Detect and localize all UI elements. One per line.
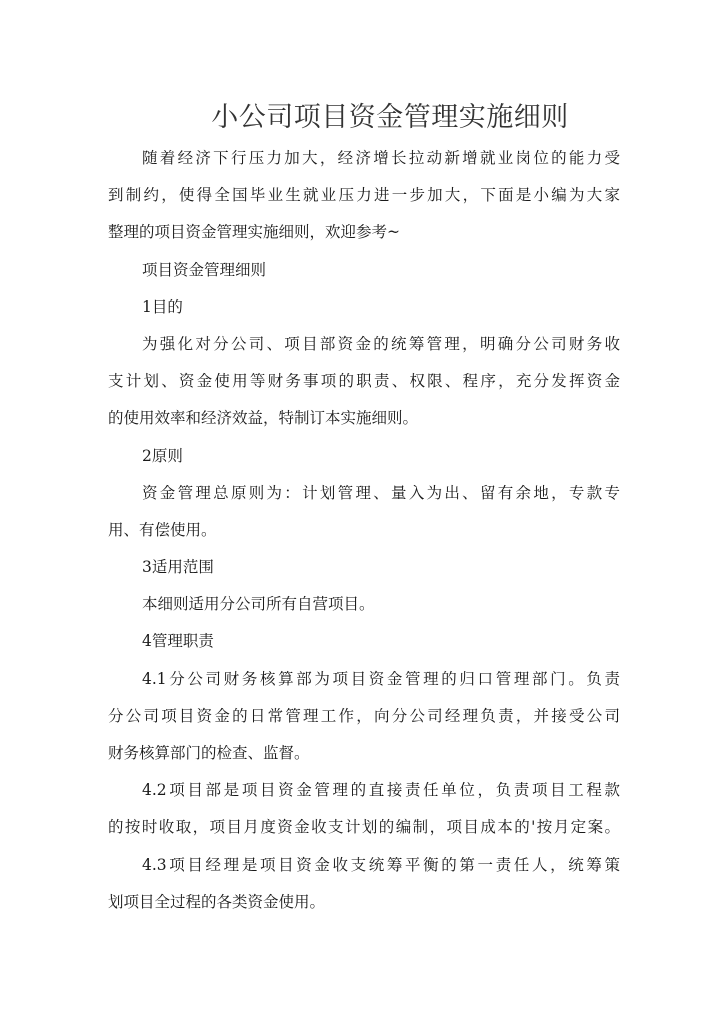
intro-line-3: 整理的项目资金管理实施细则，欢迎参考~ — [108, 223, 400, 242]
purpose-line-1: 为强化对分公司、项目部资金的统筹管理，明确分公司财务收 — [142, 334, 620, 353]
duty-4-1-line-2: 分公司项目资金的日常管理工作，向分公司经理负责，并接受公司 — [108, 706, 620, 725]
duty-4-2-line-1: 4.2项目部是项目资金管理的直接责任单位，负责项目工程款 — [142, 781, 620, 800]
duty-4-1-line-1: 4.1分公司财务核算部为项目资金管理的归口管理部门。负责 — [142, 669, 620, 688]
purpose-line-3: 的使用效率和经济效益，特制订本实施细则。 — [108, 409, 419, 428]
section-heading-duties: 4管理职责 — [142, 632, 214, 651]
scope-line-1: 本细则适用分公司所有自营项目。 — [142, 595, 375, 614]
duty-4-2-line-2: 的按时收取，项目月度资金收支计划的编制，项目成本的'按月定案。 — [108, 818, 620, 837]
document-body — [108, 140, 620, 921]
section-heading-purpose: 1目的 — [142, 297, 183, 316]
intro-line-1: 随着经济下行压力加大，经济增长拉动新增就业岗位的能力受 — [142, 149, 620, 167]
duty-4-3-line-2: 划项目全过程的各类资金使用。 — [108, 892, 326, 911]
intro-line-2: 到制约，使得全国毕业生就业压力进一步加大，下面是小编为大家 — [108, 186, 620, 205]
section-heading-rules: 项目资金管理细则 — [142, 260, 267, 279]
principle-line-1: 资金管理总原则为：计划管理、量入为出、留有余地，专款专 — [142, 483, 620, 502]
principle-line-2: 用、有偿使用。 — [108, 520, 217, 539]
document-title: 小公司项目资金管理实施细则 — [211, 102, 569, 133]
purpose-line-2: 支计划、资金使用等财务事项的职责、权限、程序，充分发挥资金 — [108, 372, 620, 391]
duty-4-1-line-3: 财务核算部门的检查、监督。 — [108, 744, 310, 762]
section-heading-scope: 3适用范围 — [142, 558, 214, 577]
section-heading-principle: 2原则 — [142, 446, 183, 465]
duty-4-3-line-1: 4.3项目经理是项目资金收支统筹平衡的第一责任人，统筹策 — [142, 855, 620, 874]
